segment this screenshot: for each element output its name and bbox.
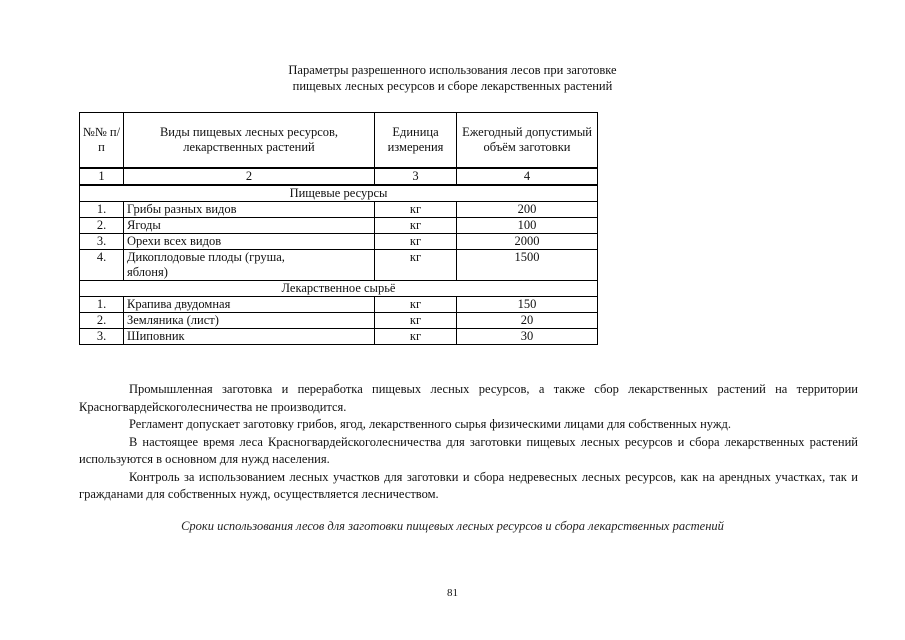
section-title: Пищевые ресурсы [80,185,598,202]
row-unit: кг [375,234,457,250]
row-unit: кг [375,297,457,313]
header-resource-type: Виды пищевых лесных ресурсов, лекарственных растений [124,113,375,169]
row-number: 2. [80,313,124,329]
paragraph: Промышленная заготовка и переработка пищевых лесных ресурсов, а также сбор лекарственных растений на территории Красногвардейскоголесничества не производится. [79,382,858,414]
row-name: Ягоды [124,218,375,234]
section-row-food [80,185,598,202]
row-name: Грибы разных видов [124,202,375,218]
row-volume: 200 [457,202,598,218]
row-volume: 1500 [457,250,598,281]
row-volume: 30 [457,329,598,345]
page-number: 81 [447,587,458,599]
row-name: Орехи всех видов [124,234,375,250]
paragraph: В настоящее время леса Красногвардейскоголесничества для заготовки пищевых лесных ресурсов и сбора лекарственных растений используются в основном для нужд населения. [79,434,858,466]
title-line-1: Параметры разрешенного использования лесов при заготовке [288,63,617,77]
section-title: Лекарственное сырьё [80,281,598,297]
row-unit: кг [375,202,457,218]
column-number: 1 [80,168,124,185]
row-number: 1. [80,202,124,218]
row-volume: 2000 [457,234,598,250]
row-number: 1. [80,297,124,313]
table-row [80,202,598,218]
paragraph: Регламент допускает заготовку грибов, ягод, лекарственного сырья физическими лицами для собственных нужд. [129,417,732,431]
title-line-2: пищевых лесных ресурсов и сборе лекарственных растений [292,79,613,93]
row-name: Земляника (лист) [124,313,375,329]
row-name: Шиповник [124,329,375,345]
column-number: 4 [457,168,598,185]
table-header-row [80,113,598,169]
row-name: Крапива двудомная [124,297,375,313]
paragraph: Контроль за использованием лесных участков для заготовки и сбора недревесных лесных ресурсов, как на арендных участках, так и гражданами для собственных нужд, осуществляется лесничеством. [79,469,858,501]
row-unit: кг [375,250,457,281]
table-row [80,218,598,234]
row-volume: 100 [457,218,598,234]
header-annual-volume: Ежегодный допустимый объём заготовки [457,113,598,169]
section-subtitle: Сроки использования лесов для заготовки пищевых лесных ресурсов и сбора лекарственных растений [181,519,724,533]
table-row [80,329,598,345]
row-number: 3. [80,234,124,250]
row-unit: кг [375,313,457,329]
row-volume: 150 [457,297,598,313]
header-unit: Единица измерения [375,113,457,169]
row-unit: кг [375,329,457,345]
document-title [0,62,905,94]
table-row [80,234,598,250]
column-number: 2 [124,168,375,185]
section-row-medicinal [80,281,598,297]
row-name: Дикоплодовые плоды (груша, яблоня) [124,250,375,281]
row-number: 4. [80,250,124,281]
row-volume: 20 [457,313,598,329]
row-number: 2. [80,218,124,234]
table-row [80,297,598,313]
parameters-table [79,112,598,345]
table-row [80,313,598,329]
column-number-row [80,168,598,185]
header-number: №№ п/п [80,113,124,169]
row-unit: кг [375,218,457,234]
table-row [80,250,598,281]
column-number: 3 [375,168,457,185]
body-text [79,381,858,504]
row-number: 3. [80,329,124,345]
